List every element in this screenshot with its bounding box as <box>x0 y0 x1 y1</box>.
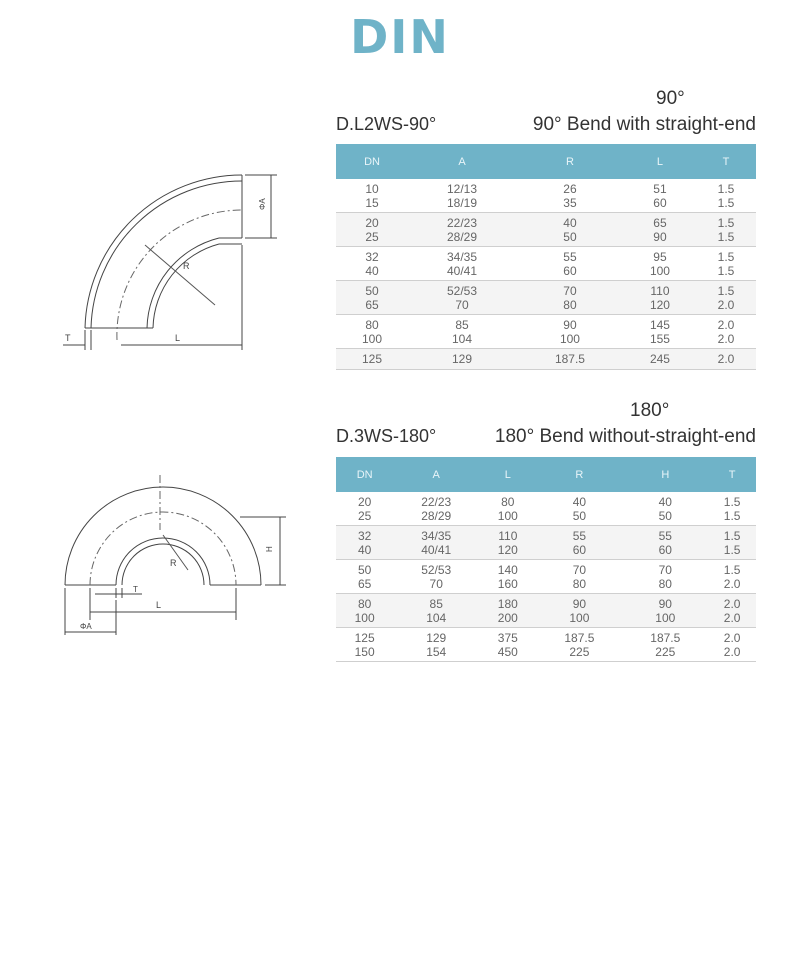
cell-value: 2.0 <box>723 644 741 659</box>
cell-value: 50 <box>365 283 379 298</box>
cell-value: 375 <box>497 630 518 645</box>
cell-value: 187.5 <box>650 630 681 645</box>
cell-value: 1.5 <box>723 528 741 543</box>
cell-value: 85 <box>455 317 469 332</box>
table-cell <box>516 281 624 315</box>
cell-value: 50 <box>357 562 372 577</box>
table-row <box>336 179 756 213</box>
table-cell <box>336 349 408 370</box>
cell-value: 34/35 <box>421 528 452 543</box>
table-cell <box>516 213 624 247</box>
cell-value: 52/53 <box>446 283 478 298</box>
table-cell <box>393 560 479 594</box>
table-row <box>336 281 756 315</box>
cell-value: 2.0 <box>717 317 735 332</box>
cell-value: 245 <box>649 352 670 366</box>
table-cell <box>408 315 516 349</box>
cell-value: 160 <box>497 576 518 591</box>
section1-angle: 90° <box>656 88 685 109</box>
cell-value: 90 <box>658 596 672 611</box>
table-row <box>336 492 756 526</box>
cell-value: 55 <box>572 528 587 543</box>
table-cell <box>536 594 622 628</box>
cell-value: 22/23 <box>446 215 478 230</box>
table-row <box>336 213 756 247</box>
table-cell <box>516 349 624 370</box>
table-cell <box>336 526 393 560</box>
cell-value: 80 <box>357 596 372 611</box>
section2-spec-table <box>336 457 756 662</box>
table-cell <box>622 594 708 628</box>
cell-value: 20 <box>357 494 372 509</box>
table-cell <box>696 247 756 281</box>
table-cell <box>696 281 756 315</box>
cell-value: 100 <box>559 331 580 346</box>
cell-value: 90 <box>572 596 587 611</box>
table-cell <box>336 213 408 247</box>
cell-value: 51 <box>653 181 667 196</box>
cell-value: 50 <box>572 508 587 523</box>
table-cell <box>624 213 696 247</box>
cell-value: 85 <box>429 596 443 611</box>
table-cell <box>708 594 756 628</box>
table-cell <box>696 315 756 349</box>
table-cell <box>479 526 536 560</box>
section2-code: D.3WS-180° <box>336 426 437 446</box>
cell-value: 1.5 <box>717 263 735 278</box>
cell-value: 1.5 <box>717 249 735 264</box>
cell-value: 10 <box>365 181 379 196</box>
cell-value: 100 <box>497 508 518 523</box>
table-cell <box>479 594 536 628</box>
cell-value: 2.0 <box>723 630 741 645</box>
table-cell <box>393 492 479 526</box>
section1-spec-table <box>336 144 756 370</box>
cell-value: 110 <box>498 528 518 543</box>
cell-value: 25 <box>357 508 372 523</box>
cell-value: 26 <box>563 181 577 196</box>
cell-value: 12/13 <box>446 181 478 196</box>
table-cell <box>624 315 696 349</box>
cell-value: 70 <box>563 283 577 298</box>
cell-value: 80 <box>563 297 577 312</box>
cell-value: 60 <box>563 263 577 278</box>
cell-value: 225 <box>569 644 590 659</box>
table-cell <box>393 628 479 662</box>
section1-title: 90° Bend with straight-end <box>532 114 756 135</box>
cell-value: 80 <box>658 576 672 591</box>
table-cell <box>696 213 756 247</box>
cell-value: 80 <box>365 317 379 332</box>
column-header-h: H <box>622 457 708 492</box>
table-cell <box>536 526 622 560</box>
cell-value: 2.0 <box>723 610 741 625</box>
cell-value: 154 <box>426 644 447 659</box>
table-cell <box>624 281 696 315</box>
cell-value: 32 <box>357 528 372 543</box>
cell-value: 80 <box>501 494 515 509</box>
cell-value: 1.5 <box>723 562 741 577</box>
column-header-l: L <box>479 457 536 492</box>
table-cell <box>624 349 696 370</box>
cell-value: 125 <box>361 352 383 366</box>
dim-h: H <box>265 546 274 552</box>
cell-value: 1.5 <box>717 283 735 298</box>
cell-value: 90 <box>653 229 667 244</box>
cell-value: 40 <box>357 542 372 557</box>
cell-value: 187.5 <box>554 352 585 366</box>
dim-l: L <box>156 600 162 610</box>
table-cell <box>408 247 516 281</box>
cell-value: 104 <box>451 331 473 346</box>
table-cell <box>696 179 756 213</box>
cell-value: 1.5 <box>717 215 735 230</box>
cell-value: 1.5 <box>717 181 735 196</box>
table-cell <box>516 179 624 213</box>
cell-value: 40 <box>658 494 672 509</box>
cell-value: 40 <box>365 263 379 278</box>
dim-l: L <box>175 333 181 343</box>
table-cell <box>408 179 516 213</box>
bend-90-diagram <box>55 165 285 365</box>
table-cell <box>708 560 756 594</box>
table-cell <box>536 560 622 594</box>
cell-value: 125 <box>354 630 375 645</box>
cell-value: 1.5 <box>717 195 735 210</box>
table-row <box>336 526 756 560</box>
bend-180-diagram <box>50 470 290 640</box>
table-row <box>336 315 756 349</box>
table-cell <box>336 560 393 594</box>
column-header-dn: DN <box>336 457 393 492</box>
table-cell <box>536 628 622 662</box>
din-logo: DIN <box>350 10 450 64</box>
table-cell <box>336 492 393 526</box>
cell-value: 35 <box>563 195 577 210</box>
cell-value: 15 <box>365 195 379 210</box>
table-cell <box>336 594 393 628</box>
table-cell <box>336 628 393 662</box>
table-cell <box>536 492 622 526</box>
dim-t: T <box>65 333 71 343</box>
table-cell <box>708 492 756 526</box>
cell-value: 60 <box>572 542 587 557</box>
cell-value: 100 <box>361 331 383 346</box>
cell-value: 95 <box>653 249 667 264</box>
cell-value: 50 <box>563 229 577 244</box>
cell-value: 2.0 <box>717 352 735 366</box>
cell-value: 52/53 <box>421 562 452 577</box>
column-header-t: T <box>696 144 756 179</box>
cell-value: 100 <box>354 610 375 625</box>
table-row <box>336 594 756 628</box>
table-cell <box>696 349 756 370</box>
cell-value: 140 <box>497 562 518 577</box>
table-header-row <box>336 457 756 492</box>
table-cell <box>336 315 408 349</box>
table-cell <box>393 594 479 628</box>
cell-value: 1.5 <box>723 508 741 523</box>
column-header-a: A <box>408 144 516 179</box>
cell-value: 187.5 <box>564 630 595 645</box>
table-cell <box>516 247 624 281</box>
cell-value: 80 <box>572 576 587 591</box>
section2-angle: 180° <box>630 400 670 421</box>
cell-value: 100 <box>649 263 670 278</box>
cell-value: 50 <box>658 508 672 523</box>
table-row <box>336 560 756 594</box>
dim-phi-a: ΦA <box>258 198 267 210</box>
cell-value: 155 <box>649 331 670 346</box>
table-cell <box>622 560 708 594</box>
cell-value: 18/19 <box>446 195 478 210</box>
cell-value: 40/41 <box>421 542 452 557</box>
cell-value: 120 <box>649 297 670 312</box>
cell-value: 70 <box>429 576 443 591</box>
table-row <box>336 349 756 370</box>
table-cell <box>479 560 536 594</box>
cell-value: 28/29 <box>446 229 478 244</box>
table-cell <box>336 281 408 315</box>
cell-value: 70 <box>658 562 672 577</box>
dim-t: T <box>133 585 138 594</box>
table-cell <box>393 526 479 560</box>
table-cell <box>708 526 756 560</box>
section2-title: 180° Bend without-straight-end <box>494 426 756 447</box>
cell-value: 1.5 <box>717 229 735 244</box>
cell-value: 70 <box>455 297 469 312</box>
cell-value: 20 <box>365 215 379 230</box>
cell-value: 150 <box>354 644 375 659</box>
table-cell <box>624 247 696 281</box>
cell-value: 60 <box>653 195 667 210</box>
table-cell <box>622 526 708 560</box>
cell-value: 70 <box>572 562 587 577</box>
cell-value: 145 <box>649 317 670 332</box>
table-cell <box>408 281 516 315</box>
cell-value: 60 <box>658 542 672 557</box>
cell-value: 90 <box>563 317 577 332</box>
cell-value: 65 <box>653 215 667 230</box>
table-cell <box>479 492 536 526</box>
cell-value: 104 <box>426 610 447 625</box>
cell-value: 22/23 <box>421 494 452 509</box>
cell-value: 1.5 <box>723 542 741 557</box>
table-cell <box>408 349 516 370</box>
cell-value: 180 <box>497 596 518 611</box>
column-header-t: T <box>708 457 756 492</box>
column-header-r: R <box>536 457 622 492</box>
cell-value: 34/35 <box>446 249 478 264</box>
section1-code: D.L2WS-90° <box>336 114 437 134</box>
cell-value: 100 <box>655 610 676 625</box>
table-row <box>336 628 756 662</box>
table-header-row <box>336 144 756 179</box>
cell-value: 40/41 <box>446 263 478 278</box>
dim-r: R <box>170 558 177 568</box>
cell-value: 55 <box>658 528 672 543</box>
cell-value: 225 <box>655 644 676 659</box>
cell-value: 55 <box>563 249 577 264</box>
table-cell <box>622 492 708 526</box>
cell-value: 2.0 <box>717 297 735 312</box>
cell-value: 65 <box>365 297 379 312</box>
table-cell <box>622 628 708 662</box>
table-cell <box>708 628 756 662</box>
cell-value: 28/29 <box>421 508 452 523</box>
table-cell <box>336 247 408 281</box>
dim-phi-a: ΦA <box>80 622 92 631</box>
cell-value: 100 <box>569 610 590 625</box>
table-cell <box>408 213 516 247</box>
cell-value: 2.0 <box>717 331 735 346</box>
table-row <box>336 247 756 281</box>
cell-value: 2.0 <box>723 576 741 591</box>
table-cell <box>624 179 696 213</box>
table-cell <box>479 628 536 662</box>
table-cell <box>516 315 624 349</box>
dim-r: R <box>183 261 190 271</box>
cell-value: 110 <box>650 283 670 298</box>
cell-value: 129 <box>451 352 473 366</box>
cell-value: 65 <box>357 576 372 591</box>
table-cell <box>336 179 408 213</box>
column-header-a: A <box>393 457 479 492</box>
cell-value: 2.0 <box>723 596 741 611</box>
cell-value: 40 <box>563 215 577 230</box>
cell-value: 129 <box>426 630 447 645</box>
cell-value: 450 <box>497 644 518 659</box>
cell-value: 32 <box>365 249 379 264</box>
column-header-l: L <box>624 144 696 179</box>
column-header-dn: DN <box>336 144 408 179</box>
cell-value: 40 <box>572 494 587 509</box>
cell-value: 1.5 <box>723 494 741 509</box>
column-header-r: R <box>516 144 624 179</box>
cell-value: 200 <box>497 610 518 625</box>
cell-value: 120 <box>497 542 518 557</box>
cell-value: 25 <box>365 229 379 244</box>
